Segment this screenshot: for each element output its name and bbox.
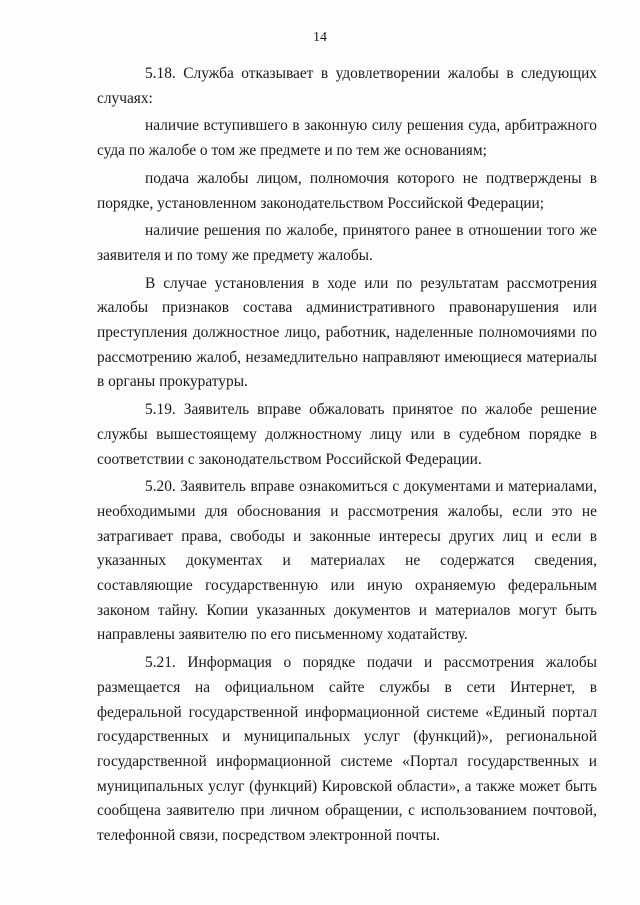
paragraph-prior-decision: наличие решения по жалобе, принятого ранее в отношении того же заявителя и по тому же предмету жалобы.: [97, 222, 597, 264]
paragraph-5-19: 5.19. Заявитель вправе обжаловать принятое по жалобе решение службы вышестоящему должностному лицу или в судебном порядке в соответствии с законодательством Российской Федерации.: [97, 401, 597, 468]
paragraph-5-18: 5.18. Служба отказывает в удовлетворении жалобы в следующих случаях:: [97, 65, 597, 107]
paragraph-unconfirmed-powers: подача жалобы лицом, полномочия которого не подтверждены в порядке, установленном законодательством Российской Федерации;: [97, 169, 597, 212]
paragraph-5-20: 5.20. Заявитель вправе ознакомиться с документами и материалами, необходимыми для обоснования и рассмотрения жалобы, если это не затрагивает права, свободы и законные интересы других лиц и если в указанных документах и материалах не содержатся сведения, составляющие государственную или иную охраняемую федеральным законом тайну. Копии указанных документов и материалов могут быть направлены заявителю по его письменному ходатайству.: [97, 478, 597, 644]
page-number: 14: [313, 30, 327, 45]
paragraph-court-decision: наличие вступившего в законную силу решения суда, арбитражного суда по жалобе о том же предмете и по тем же основаниям;: [97, 117, 597, 160]
paragraph-5-21: 5.21. Информация о порядке подачи и рассмотрения жалобы размещается на официальном сайте службы в сети Интернет, в федеральной государственной информационной системе «Единый портал государственных и муниципальных услуг (функций)», региональной государственной информационной системе «Портал государственных и муниципальных услуг (функций) Кировской области», а также может быть сообщена заявителю при личном обращении, с использованием почтовой, телефонной связи, посредством электронной почты.: [97, 654, 597, 845]
paragraph-prosecution: В случае установления в ходе или по результатам рассмотрения жалобы признаков состава административного правонарушения или преступления должностное лицо, работник, наделенные полномочиями по рассмотрению жалоб, незамедлительно направляют имеющиеся материалы в органы прокуратуры.: [97, 274, 597, 391]
document-body: [97, 62, 597, 849]
